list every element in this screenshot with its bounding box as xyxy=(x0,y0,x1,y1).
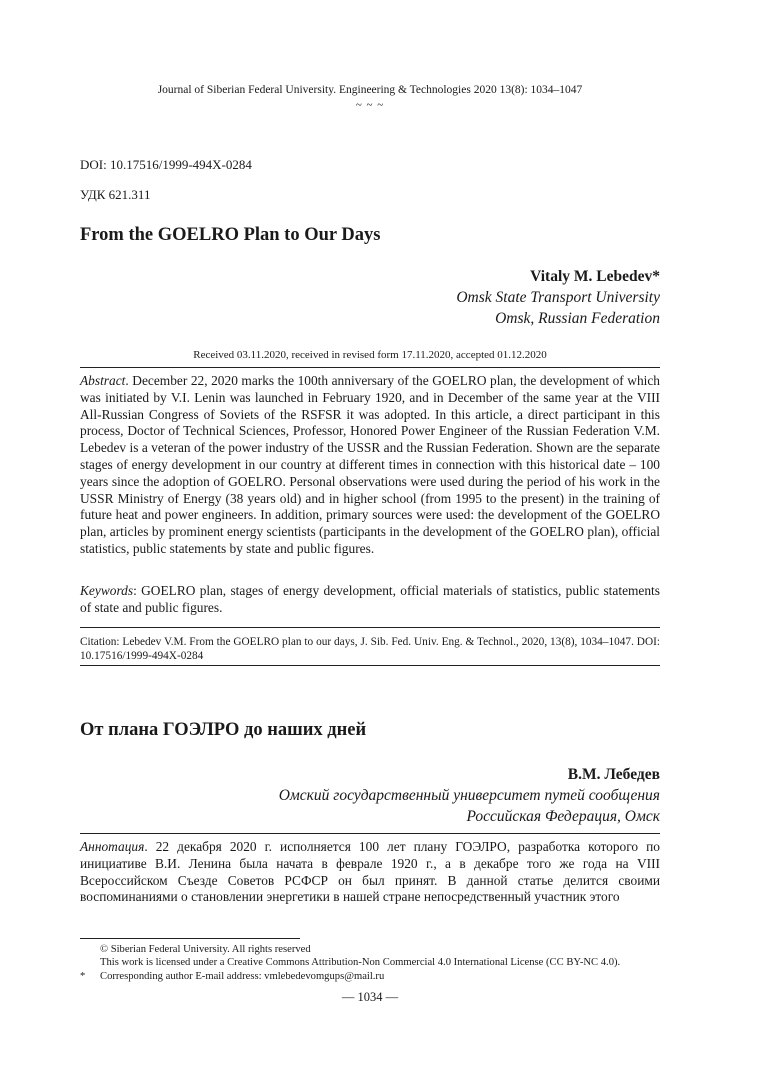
author-name-ru: В.М. Лебедев xyxy=(567,766,660,783)
abstract-ru xyxy=(80,839,660,906)
article-title-ru: От плана ГОЭЛРО до наших дней xyxy=(80,720,367,740)
footnote-rule xyxy=(80,938,300,939)
udk-code: УДК 621.311 xyxy=(80,187,151,202)
paper-page xyxy=(80,0,660,1080)
corresponding-author-note xyxy=(80,970,680,983)
abstract-text-en: . December 22, 2020 marks the 100th anniversary of the GOELRO plan, the development of which was initiated by V.I. Lenin was launched in February 1920, and in December of the same year at the VIII All-Russian Congress of Soviets of the RSFSR it was adopted. In this article, a direct participant in this process, Doctor of Technical Sciences, Professor, Honored Power Engineer of the Russian Federation V.M. Lebedev is a veteran of the power industry of the USSR and the Russian Federation. Shown are the separate stages of energy development in our country at different times in connection with this historical date – 100 years since the adoption of GOELRO. Personal observations were used during the period of his work in the USSR Ministry of Energy (38 years old) and in higher school (from 1995 to the present) in the training of future heat and power engineers. In addition, primary sources were used: the development of the GOELRO plan, articles by prominent energy scientists (participants in the development of the GOELRO plan), official statistics, public statements by state and public figures. xyxy=(80,373,660,556)
page-number: — 1034 — xyxy=(341,990,399,1004)
keywords-text-en: : GOELRO plan, stages of energy development, official materials of statistics, public statements of state and public figures. xyxy=(80,583,660,615)
abstract-en xyxy=(80,373,660,558)
author-block-en xyxy=(456,266,660,329)
rule-below-citation xyxy=(80,665,660,666)
author-name-en: Vitaly M. Lebedev* xyxy=(530,268,660,285)
corresponding-email: Corresponding author E-mail address: vmlebedevomgups@mail.ru xyxy=(100,971,385,982)
keywords-label-en: Keywords xyxy=(80,583,134,598)
abstract-text-ru: . 22 декабря 2020 г. исполняется 100 лет плану ГОЭЛРО, разработка которого по инициативе В.И. Ленина была начата в феврале 1920 г., а в декабре того же года на VIII Всероссийском Съезде Советов РСФСР он был принят. В данной статье делится своими воспоминаниями о становлении энергетики в нашей стране непосредственный участник этого xyxy=(80,839,660,905)
doi: DOI: 10.17516/1999-494X-0284 xyxy=(80,157,252,172)
received-dates: Received 03.11.2020, received in revised form 17.11.2020, accepted 01.12.2020 xyxy=(193,349,547,361)
header-separator: ~ ~ ~ xyxy=(355,99,385,111)
journal-header: Journal of Siberian Federal University. Engineering & Technologies 2020 13(8): 1034–1047 xyxy=(157,84,583,96)
abstract-label-en: Abstract xyxy=(80,373,126,388)
rule-above-abstract-ru xyxy=(80,833,660,834)
author-block-ru xyxy=(279,764,660,827)
keywords-en xyxy=(80,583,660,617)
citation: Citation: Lebedev V.M. From the GOELRO plan to our days, J. Sib. Fed. Univ. Eng. & Technol., 2020, 13(8), 1034–1047. DOI: 10.17516/1999-494X-0284 xyxy=(80,636,660,662)
article-title-en: From the GOELRO Plan to Our Days xyxy=(80,225,381,245)
copyright-note: © Siberian Federal University. All rights reserved xyxy=(100,944,311,955)
rule-above-citation xyxy=(80,627,660,628)
footnote-star: * xyxy=(80,971,86,982)
affiliation-en-1: Omsk State Transport University xyxy=(456,289,660,306)
abstract-label-ru: Аннотация xyxy=(80,839,145,854)
rule-above-abstract xyxy=(80,367,660,368)
affiliation-ru-1: Омский государственный университет путей сообщения xyxy=(278,787,660,804)
affiliation-en-2: Omsk, Russian Federation xyxy=(495,310,660,327)
affiliation-ru-2: Российская Федерация, Омск xyxy=(466,808,660,825)
license-note: This work is licensed under a Creative Commons Attribution-Non Commercial 4.0 International License (CC BY-NC 4.0). xyxy=(100,957,621,968)
